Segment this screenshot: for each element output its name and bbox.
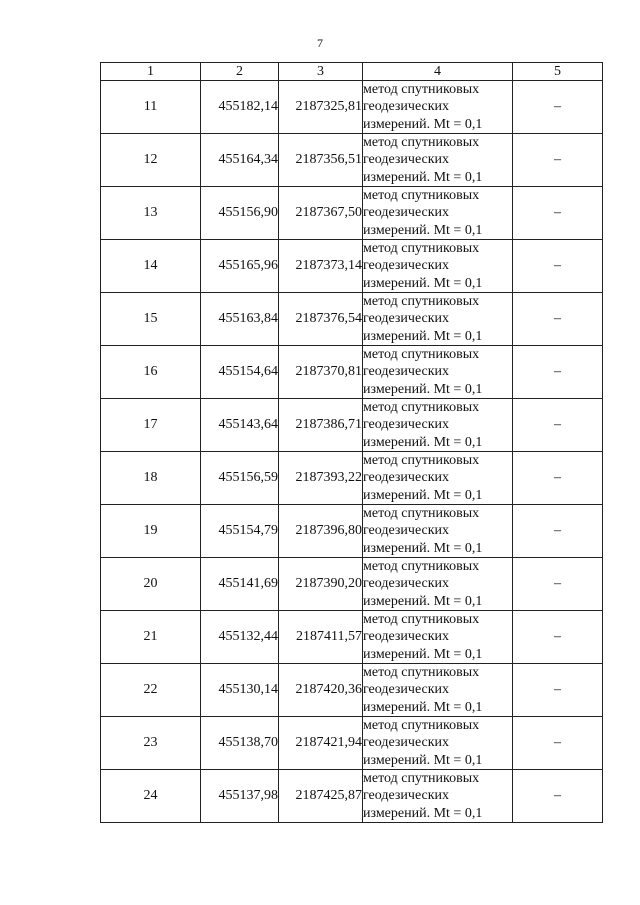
x-coordinate-cell: 455163,84: [201, 293, 279, 346]
note-cell: –: [513, 399, 603, 452]
point-number-cell: 14: [101, 240, 201, 293]
method-text-line: измерений. Mt = 0,1: [363, 487, 483, 503]
x-coordinate-cell: 455154,64: [201, 346, 279, 399]
table-row: [101, 346, 603, 399]
method-cell: [363, 452, 513, 505]
table-row: [101, 717, 603, 770]
method-text-line: геодезических: [363, 576, 450, 592]
note-cell: –: [513, 505, 603, 558]
method-text-line: метод спутниковых: [363, 135, 480, 151]
table-row: [101, 399, 603, 452]
method-text-line: метод спутниковых: [363, 665, 480, 681]
note-cell: –: [513, 770, 603, 823]
table-row: [101, 452, 603, 505]
x-coordinate-cell: 455132,44: [201, 611, 279, 664]
method-text-line: измерений. Mt = 0,1: [363, 593, 483, 609]
method-text-line: метод спутниковых: [363, 506, 480, 522]
note-cell: –: [513, 611, 603, 664]
x-coordinate-cell: 455130,14: [201, 664, 279, 717]
method-text-line: метод спутниковых: [363, 771, 480, 787]
method-text-line: геодезических: [363, 470, 450, 486]
method-text-line: геодезических: [363, 364, 450, 380]
method-text-line: геодезических: [363, 682, 450, 698]
method-cell: [363, 81, 513, 134]
note-cell: –: [513, 293, 603, 346]
table-row: [101, 611, 603, 664]
method-text-line: геодезических: [363, 629, 450, 645]
x-coordinate-cell: 455154,79: [201, 505, 279, 558]
column-header: 2: [201, 63, 279, 81]
method-cell: [363, 187, 513, 240]
method-text-line: измерений. Mt = 0,1: [363, 805, 483, 821]
column-header: 4: [363, 63, 513, 81]
x-coordinate-cell: 455143,64: [201, 399, 279, 452]
method-text-line: измерений. Mt = 0,1: [363, 222, 483, 238]
x-coordinate-cell: 455182,14: [201, 81, 279, 134]
method-cell: [363, 240, 513, 293]
point-number-cell: 13: [101, 187, 201, 240]
method-cell: [363, 664, 513, 717]
method-text-line: геодезических: [363, 258, 450, 274]
note-cell: –: [513, 187, 603, 240]
method-text-line: метод спутниковых: [363, 400, 480, 416]
point-number-cell: 16: [101, 346, 201, 399]
table-row: [101, 240, 603, 293]
point-number-cell: 19: [101, 505, 201, 558]
method-text-line: измерений. Mt = 0,1: [363, 381, 483, 397]
method-text-line: метод спутниковых: [363, 294, 480, 310]
point-number-cell: 18: [101, 452, 201, 505]
column-header: 3: [279, 63, 363, 81]
note-cell: –: [513, 717, 603, 770]
point-number-cell: 11: [101, 81, 201, 134]
point-number-cell: 23: [101, 717, 201, 770]
y-coordinate-cell: 2187425,87: [279, 770, 363, 823]
method-text-line: геодезических: [363, 417, 450, 433]
x-coordinate-cell: 455137,98: [201, 770, 279, 823]
note-cell: –: [513, 240, 603, 293]
method-text-line: измерений. Mt = 0,1: [363, 646, 483, 662]
method-text-line: геодезических: [363, 523, 450, 539]
method-text-line: измерений. Mt = 0,1: [363, 434, 483, 450]
method-text-line: метод спутниковых: [363, 612, 480, 628]
x-coordinate-cell: 455165,96: [201, 240, 279, 293]
x-coordinate-cell: 455138,70: [201, 717, 279, 770]
table-row: [101, 187, 603, 240]
method-cell: [363, 717, 513, 770]
y-coordinate-cell: 2187356,51: [279, 134, 363, 187]
x-coordinate-cell: 455156,59: [201, 452, 279, 505]
column-header: 5: [513, 63, 603, 81]
note-cell: –: [513, 558, 603, 611]
y-coordinate-cell: 2187421,94: [279, 717, 363, 770]
method-cell: [363, 399, 513, 452]
page-number: 7: [317, 36, 323, 50]
x-coordinate-cell: 455164,34: [201, 134, 279, 187]
table-row: [101, 505, 603, 558]
table-row: [101, 558, 603, 611]
method-text-line: геодезических: [363, 205, 450, 221]
method-text-line: измерений. Mt = 0,1: [363, 699, 483, 715]
method-text-line: измерений. Mt = 0,1: [363, 169, 483, 185]
coordinates-table: [100, 62, 603, 823]
method-text-line: измерений. Mt = 0,1: [363, 275, 483, 291]
method-text-line: измерений. Mt = 0,1: [363, 116, 483, 132]
table-body: [101, 81, 603, 823]
point-number-cell: 12: [101, 134, 201, 187]
method-cell: [363, 505, 513, 558]
method-text-line: геодезических: [363, 735, 450, 751]
y-coordinate-cell: 2187386,71: [279, 399, 363, 452]
table-row: [101, 770, 603, 823]
method-text-line: геодезических: [363, 99, 450, 115]
method-text-line: метод спутниковых: [363, 347, 480, 363]
x-coordinate-cell: 455141,69: [201, 558, 279, 611]
note-cell: –: [513, 81, 603, 134]
method-text-line: геодезических: [363, 152, 450, 168]
method-text-line: метод спутниковых: [363, 241, 480, 257]
y-coordinate-cell: 2187393,22: [279, 452, 363, 505]
y-coordinate-cell: 2187367,50: [279, 187, 363, 240]
method-cell: [363, 770, 513, 823]
x-coordinate-cell: 455156,90: [201, 187, 279, 240]
point-number-cell: 24: [101, 770, 201, 823]
method-cell: [363, 558, 513, 611]
method-text-line: измерений. Mt = 0,1: [363, 328, 483, 344]
point-number-cell: 21: [101, 611, 201, 664]
method-text-line: измерений. Mt = 0,1: [363, 752, 483, 768]
y-coordinate-cell: 2187370,81: [279, 346, 363, 399]
note-cell: –: [513, 346, 603, 399]
method-text-line: метод спутниковых: [363, 82, 480, 98]
y-coordinate-cell: 2187376,54: [279, 293, 363, 346]
y-coordinate-cell: 2187390,20: [279, 558, 363, 611]
y-coordinate-cell: 2187411,57: [279, 611, 363, 664]
method-cell: [363, 134, 513, 187]
point-number-cell: 20: [101, 558, 201, 611]
table-row: [101, 81, 603, 134]
y-coordinate-cell: 2187373,14: [279, 240, 363, 293]
method-cell: [363, 293, 513, 346]
method-text-line: метод спутниковых: [363, 453, 480, 469]
method-text-line: измерений. Mt = 0,1: [363, 540, 483, 556]
table-row: [101, 664, 603, 717]
method-text-line: геодезических: [363, 311, 450, 327]
note-cell: –: [513, 452, 603, 505]
point-number-cell: 15: [101, 293, 201, 346]
y-coordinate-cell: 2187396,80: [279, 505, 363, 558]
note-cell: –: [513, 664, 603, 717]
table-header-row: [101, 63, 603, 81]
point-number-cell: 17: [101, 399, 201, 452]
method-cell: [363, 346, 513, 399]
table-row: [101, 134, 603, 187]
y-coordinate-cell: 2187325,81: [279, 81, 363, 134]
note-cell: –: [513, 134, 603, 187]
point-number-cell: 22: [101, 664, 201, 717]
method-text-line: метод спутниковых: [363, 559, 480, 575]
method-text-line: геодезических: [363, 788, 450, 804]
y-coordinate-cell: 2187420,36: [279, 664, 363, 717]
method-cell: [363, 611, 513, 664]
method-text-line: метод спутниковых: [363, 718, 480, 734]
method-text-line: метод спутниковых: [363, 188, 480, 204]
column-header: 1: [101, 63, 201, 81]
table-row: [101, 293, 603, 346]
